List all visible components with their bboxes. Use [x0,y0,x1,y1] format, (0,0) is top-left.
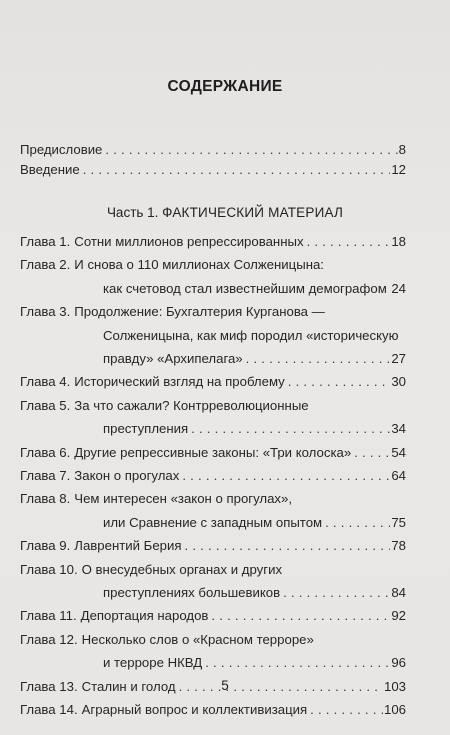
chapter-title-line: Сталин и голод [81,678,176,694]
toc-line [20,441,406,464]
toc-chapter-11 [20,604,406,627]
chapter-title-line: Депортация народов [80,608,209,624]
toc-chapter-3 [20,300,406,370]
toc-line [20,230,406,253]
chapter-page: 27 [391,351,406,366]
chapter-page: 34 [391,421,406,437]
chapter-title-line: Продолжение: Бухгалтерия Курганова — [74,304,325,320]
chapter-title-line: Аграрный вопрос и коллективизация [81,702,308,717]
toc-line [20,464,406,487]
chapter-page: 54 [391,444,406,460]
toc-line [20,277,406,300]
chapter-page: 64 [391,468,406,483]
toc-chapter-4 [20,370,406,393]
toc-chapter-5 [20,394,406,441]
chapter-page: 18 [391,234,406,249]
leader-dots [283,581,390,604]
chapter-title-line: О внесудебных органах и других [81,561,283,577]
toc-chapter-7 [20,464,406,487]
toc-entry-title: Предисловие [20,142,103,157]
chapter-title-line: Солженицына, как миф породил «историческую [103,327,399,343]
toc-entry-title: Введение [20,162,80,177]
chapter-page: 24 [391,280,406,296]
toc-entry-page: 8 [398,142,406,157]
toc-chapter-6 [20,441,406,464]
chapter-title-line: и терроре НКВД [103,655,203,671]
leader-dots [246,347,391,370]
chapter-label: Глава 1. [20,234,71,249]
chapter-label: Глава 5. [20,397,71,413]
chapter-title-line: преступлениях большевиков [103,585,281,600]
toc-entry-page: 12 [391,162,406,177]
toc-chapter-1 [20,230,406,253]
chapter-title-line: преступления [103,421,189,437]
page-title: СОДЕРЖАНИЕ [167,78,283,95]
chapter-label: Глава 6. [20,444,71,460]
toc-line [20,651,406,674]
chapter-title-line: правду» «Архипелага» [103,351,243,366]
chapter-label: Глава 9. [20,538,71,554]
part-prefix: Часть 1. [106,205,163,220]
chapter-label: Глава 8. [20,491,71,507]
chapter-label: Глава 13. [20,678,78,694]
chapter-title-line: Сотни миллионов репрессированных [74,234,304,249]
toc-line [20,417,406,440]
toc-line [20,487,406,510]
toc-line [20,534,406,557]
toc-chapter-10 [20,558,406,605]
chapter-label: Глава 3. [20,304,71,320]
leader-dots [185,534,391,557]
part-heading [0,205,450,220]
toc-chapter-12 [20,628,406,675]
toc-line [20,347,406,370]
chapter-page: 75 [391,514,406,530]
chapter-title-line: Лаврентий Берия [74,538,182,554]
chapter-page: 92 [391,608,406,624]
chapter-title-line: Закон о прогулах [74,468,180,483]
toc-line [20,604,406,627]
toc-line [20,511,406,534]
leader-dots [325,511,390,534]
chapter-label: Глава 10. [20,561,78,577]
toc-line [20,394,406,417]
chapter-page: 78 [391,538,406,554]
leader-dots [390,277,391,300]
leader-dots [182,464,390,487]
chapter-title-line: Другие репрессивные законы: «Три колоска» [74,444,352,460]
chapter-page: 106 [383,702,406,717]
leader-dots [205,651,390,674]
toc-line [20,698,406,721]
leader-dots [310,698,383,721]
chapter-title-line: как счетовод стал известнейшим демографом [103,280,387,296]
part-name: ФАКТИЧЕСКИЙ МАТЕРИАЛ [162,205,344,220]
chapter-title-line: За что сажали? Контрреволюционные [74,397,309,413]
leader-dots [83,159,391,181]
toc-chapter-2 [20,253,406,300]
chapter-label: Глава 7. [20,468,71,483]
chapter-title-line: Чем интересен «закон о прогулах», [74,491,293,507]
toc-line [20,253,406,276]
chapter-page: 84 [391,585,406,600]
chapter-title-line: Исторический взгляд на проблему [74,374,285,390]
chapter-title-line: или Сравнение с западным опытом [103,514,323,530]
toc-line [20,300,406,323]
chapter-page: 30 [391,374,406,390]
toc-line [20,581,406,604]
leader-dots [354,441,390,464]
leader-dots [288,370,391,393]
chapter-title-line: Несколько слов о «Красном терроре» [81,631,314,647]
chapter-label: Глава 11. [20,608,77,624]
page-number: 5 [221,678,229,693]
toc-line [20,558,406,581]
toc-entry-introduction [20,159,406,181]
leader-dots [105,139,397,161]
leader-dots [211,604,390,627]
chapter-label: Глава 12. [20,631,78,647]
chapter-label: Глава 2. [20,257,71,273]
toc-entry-preface [20,139,406,161]
chapter-title-line: И снова о 110 миллионах Солженицына: [74,257,324,273]
toc-line [20,370,406,393]
toc-line [20,628,406,651]
toc-chapter-14 [20,698,406,721]
chapter-page: 103 [383,678,406,694]
toc-chapter-9 [20,534,406,557]
leader-dots [307,230,391,253]
chapter-page: 96 [391,655,406,671]
toc-chapter-8 [20,487,406,534]
leader-dots [191,417,390,440]
chapter-label: Глава 4. [20,374,71,390]
chapter-label: Глава 14. [20,702,78,717]
toc-line [20,324,406,347]
